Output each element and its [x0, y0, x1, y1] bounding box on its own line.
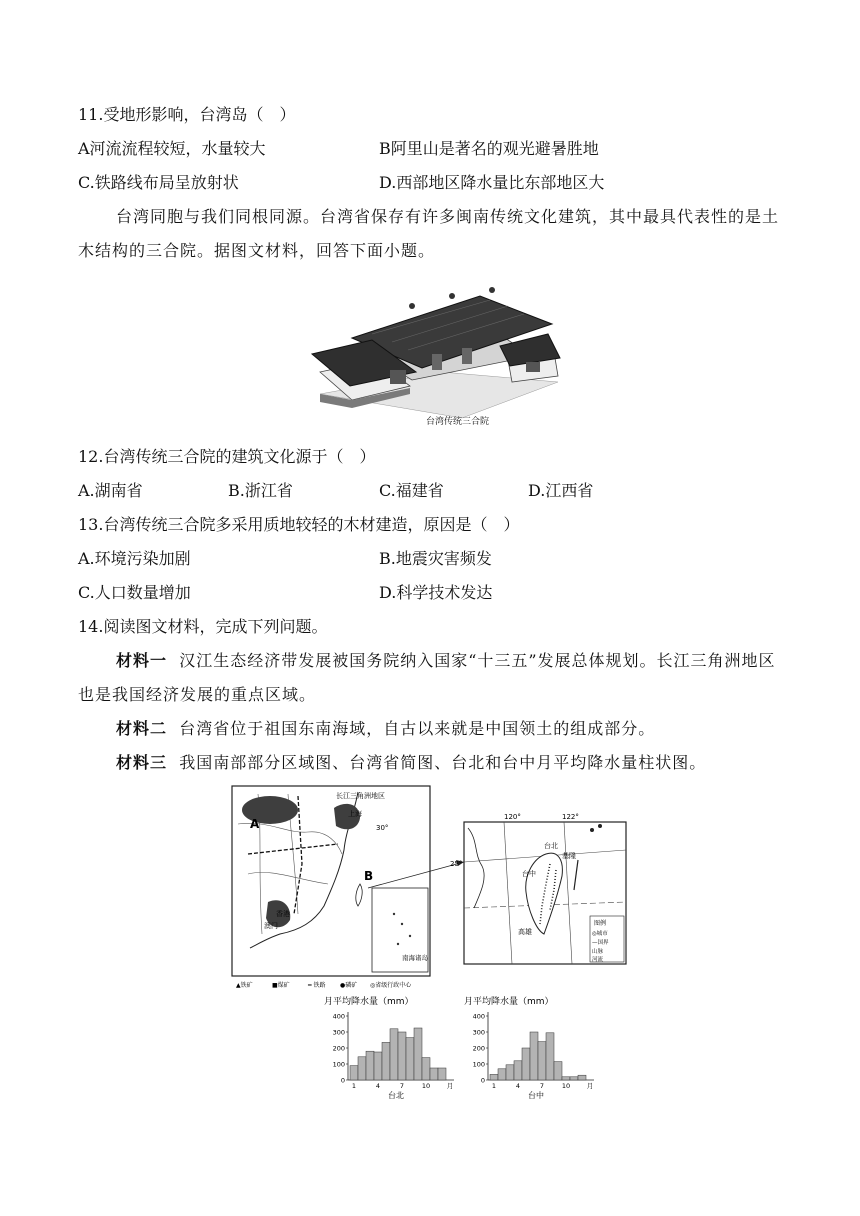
maps-svg: [228, 784, 632, 994]
chart-2-bar-10: [562, 1077, 570, 1080]
q12-option-b: B.浙江省: [228, 481, 293, 500]
point-a-label: A: [250, 817, 260, 831]
chart-1-x-tick-label-1: 4: [375, 1082, 381, 1090]
chart-1-y-tick-label-2: 200: [332, 1044, 345, 1053]
chart-1-city-label: 台北: [388, 1091, 404, 1100]
legend-river: 河流: [592, 957, 604, 963]
material-2: [78, 712, 784, 746]
chart-2-bar-4: [514, 1061, 522, 1080]
chart-2-x-tick-label-2: 7: [539, 1082, 545, 1090]
hongkong-label: 香港: [276, 910, 290, 918]
chart-2-bar-7: [538, 1042, 546, 1080]
chart-2-x-tick-label-4: 月: [586, 1082, 594, 1090]
chart-1-x-tick-label-4: 月: [446, 1082, 454, 1090]
chart-1-x-tick-label-0: 1: [351, 1082, 357, 1090]
left-legend-1: ■煤矿: [272, 982, 290, 989]
point-b-label: B: [364, 869, 374, 883]
material-1-label: 材料一: [116, 651, 168, 670]
chart-1-bar-3: [366, 1051, 374, 1080]
chart-1-bar-1: [350, 1066, 358, 1080]
chart-2-bar-11: [570, 1077, 578, 1080]
legend-border: —国界: [592, 940, 609, 946]
chart-1-bar-11: [430, 1068, 438, 1080]
chart-1-y-tick-label-0: 0: [340, 1076, 345, 1085]
chart-2-bar-5: [522, 1048, 530, 1080]
q13-option-b: B.地震灾害频发: [379, 549, 492, 568]
material-2-label: 材料二: [116, 719, 168, 738]
nanhai-label: 南海诸岛: [402, 954, 428, 962]
q11-option-c: C.铁路线布局呈放射状: [78, 173, 239, 192]
sanheyuan-figure: [312, 276, 560, 430]
q13-option-a: A.环境污染加剧: [78, 549, 191, 568]
precip-charts: [320, 994, 594, 1106]
legend-city: ◎城市: [592, 931, 608, 937]
q14-stem: 14.阅读图文材料，完成下列问题。: [78, 617, 328, 636]
chart-2-bar-6: [530, 1032, 538, 1080]
chart-2-x-tick-label-1: 4: [515, 1082, 521, 1090]
precip-charts-svg: [320, 994, 594, 1106]
shanghai-label: 上海: [348, 810, 362, 818]
sanheyuan-illustration: [312, 276, 560, 430]
lat30-label: 30°: [376, 824, 389, 832]
jilong-label: 基隆: [562, 852, 576, 860]
chart-2-city-label: 台中: [528, 1091, 544, 1100]
chart-1-y-tick-label-4: 400: [332, 1012, 345, 1021]
q11-option-b: B阿里山是著名的观光避暑胜地: [379, 139, 599, 158]
taibei-label: 台北: [544, 842, 558, 850]
taizhong-label: 台中: [522, 870, 536, 878]
lon122-label: 122°: [562, 813, 579, 821]
chart-2-x-tick-label-0: 1: [491, 1082, 497, 1090]
q11-stem: 11.受地形影响，台湾岛（ ）: [78, 105, 296, 124]
delta-label: 长江三角洲地区: [336, 792, 385, 800]
chart-2-y-tick-label-4: 400: [472, 1012, 485, 1021]
chart-2-y-tick-label-2: 200: [472, 1044, 485, 1053]
chart-1-bar-6: [390, 1029, 398, 1080]
chart-1-y-tick-label-3: 300: [332, 1028, 345, 1037]
chart-1-x-tick-label-2: 7: [399, 1082, 405, 1090]
left-legend-4: ◎省级行政中心: [370, 982, 412, 989]
q11-option-a: A河流流程较短，水量较大: [78, 139, 266, 158]
material-3-text: 我国南部部分区域图、台湾省简图、台北和台中月平均降水量柱状图。: [179, 753, 707, 772]
chart-2-bar-1: [490, 1074, 498, 1080]
chart-2-x-tick-label-3: 10: [561, 1082, 571, 1090]
q12-option-c: C.福建省: [379, 481, 444, 500]
material-2-text: 台湾省位于祖国东南海域，自古以来就是中国领土的组成部分。: [179, 719, 656, 738]
q13-stem: 13.台湾传统三合院多采用质地较轻的木材建造，原因是（ ）: [78, 515, 520, 534]
chart-1-y-tick-label-1: 100: [332, 1060, 345, 1069]
q11-option-d: D.西部地区降水量比东部地区大: [379, 173, 605, 192]
legend-mountain: 山脉: [592, 949, 604, 955]
left-legend-2: ━ 铁路: [308, 982, 326, 989]
legend-title: 图例: [594, 920, 607, 927]
maps-figure: [228, 784, 632, 994]
q13-option-c: C.人口数量增加: [78, 583, 191, 602]
chart-2-y-tick-label-1: 100: [472, 1060, 485, 1069]
lat25-label: 25°: [450, 860, 463, 868]
material-3: [78, 746, 784, 780]
chart-1-bar-9: [414, 1028, 422, 1080]
chart-2-bar-3: [506, 1065, 514, 1080]
chart-1-bar-8: [406, 1038, 414, 1080]
intro-paragraph: 台湾同胞与我们同根同源。台湾省保存有许多闽南传统文化建筑，其中最具代表性的是土木结构的三合院。据图文材料，回答下面小题。: [78, 207, 780, 260]
material-3-label: 材料三: [116, 753, 168, 772]
left-legend-0: ▲铁矿: [236, 982, 253, 989]
q13-option-d: D.科学技术发达: [379, 583, 493, 602]
material-1-text: 汉江生态经济带发展被国务院纳入国家“十三五”发展总体规划。长江三角洲地区也是我国经济发展的重点区域。: [78, 651, 776, 704]
house-caption: 台湾传统三合院: [426, 417, 490, 427]
macau-label: 澳门: [264, 922, 278, 930]
chart-1-bar-7: [398, 1032, 406, 1080]
left-legend-3: ●磷矿: [340, 982, 358, 989]
chart-2-y-tick-label-0: 0: [480, 1076, 485, 1085]
chart-1-title: 月平均降水量（mm）: [324, 997, 414, 1007]
chart-2-title: 月平均降水量（mm）: [464, 997, 554, 1007]
lon120-label: 120°: [504, 813, 521, 821]
chart-1-x-tick-label-3: 10: [421, 1082, 431, 1090]
chart-1-bar-10: [422, 1058, 430, 1080]
chart-2-bar-9: [554, 1062, 562, 1080]
chart-2-bar-2: [498, 1069, 506, 1080]
chart-1-bar-4: [374, 1052, 382, 1080]
gaoxiong-label: 高雄: [518, 928, 532, 936]
chart-2-bar-12: [578, 1075, 586, 1080]
chart-2-bar-8: [546, 1033, 554, 1080]
chart-1-bar-12: [438, 1068, 446, 1080]
q12-option-a: A.湖南省: [78, 481, 143, 500]
q12-option-d: D.江西省: [528, 481, 594, 500]
q12-stem: 12.台湾传统三合院的建筑文化源于（ ）: [78, 447, 376, 466]
chart-1-bar-2: [358, 1057, 366, 1080]
chart-2-y-tick-label-3: 300: [472, 1028, 485, 1037]
material-1: [78, 644, 784, 712]
chart-1-bar-5: [382, 1042, 390, 1080]
